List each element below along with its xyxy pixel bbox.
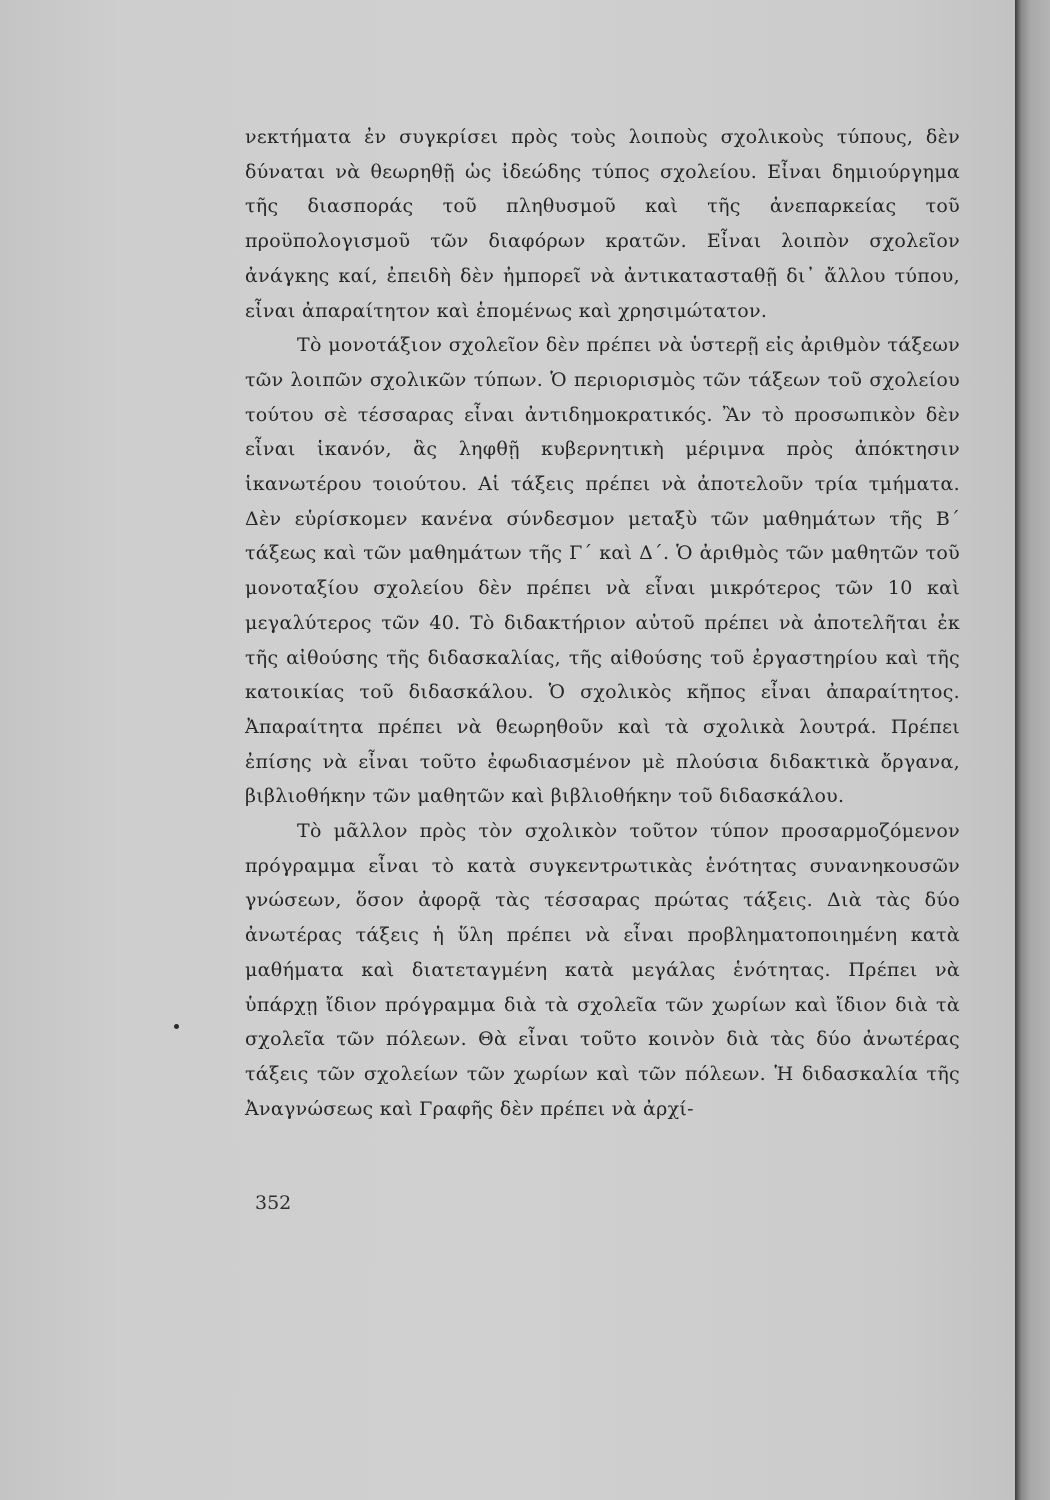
paragraph-continuation: νεκτήματα ἐν συγκρίσει πρὸς τοὺς λοιποὺς σχολικοὺς τύπους, δὲν δύναται νὰ θεωρηθῇ ὡς ἰδεώδης τύπος σχολείου. Εἶναι δημιούργημα τῆς διασποράς τοῦ πληθυσμοῦ καὶ τῆς ἀνεπαρκείας τοῦ προϋπολογισμοῦ τῶν διαφόρων κρατῶν. Εἶναι λοιπὸν σχολεῖον ἀνάγκης καί, ἐπειδὴ δὲν ἠμπορεῖ νὰ ἀντικατασταθῇ δι᾽ ἄλλου τύπου, εἶναι ἀπαραίτητον καὶ ἑπομένως καὶ χρησιμώτατον.	[245, 126, 960, 322]
paragraph-programme: Τὸ μᾶλλον πρὸς τὸν σχολικὸν τοῦτον τύπον προσαρμοζόμενον πρόγραμμα εἶναι τὸ κατὰ συγκεντρωτικὰς ἑνότητας συνανηκουσῶν γνώσεων, ὅσον ἀφορᾷ τὰς τέσσαρας πρώτας τάξεις. Διὰ τὰς δύο ἀνωτέρας τάξεις ἡ ὕλη πρέπει νὰ εἶναι προβληματοποιημένη κατὰ μαθήματα καὶ διατεταγμένη κατὰ μεγάλας ἑνότητας. Πρέπει νὰ ὑπάρχῃ ἴδιον πρόγραμμα διὰ τὰ σχολεῖα τῶν χωρίων καὶ ἴδιον διὰ τὰ σχολεῖα τῶν πόλεων. Θὰ εἶναι τοῦτο κοινὸν διὰ τὰς δύο ἀνωτέρας τάξεις τῶν σχολείων τῶν χωρίων καὶ τῶν πόλεων. Ἡ διδασκαλία τῆς Ἀναγνώσεως καὶ Γραφῆς δὲν πρέπει νὰ ἀρχί-	[245, 820, 960, 1120]
paragraph-monotaxion: Τὸ μονοτάξιον σχολεῖον δὲν πρέπει νὰ ὑστερῇ εἰς ἀριθμὸν τάξεων τῶν λοιπῶν σχολικῶν τύπων. Ὁ περιορισμὸς τῶν τάξεων τοῦ σχολείου τούτου σὲ τέσσαρας εἶναι ἀντιδημοκρατικός. Ἂν τὸ προσωπικὸν δὲν εἶναι ἱκανόν, ἂς ληφθῇ κυβερνητικὴ μέριμνα πρὸς ἀπόκτησιν ἱκανωτέρου τοιούτου. Αἱ τάξεις πρέπει νὰ ἀποτελοῦν τρία τμήματα. Δὲν εὑρίσκομεν κανένα σύνδεσμον μεταξὺ τῶν μαθημάτων τῆς Β΄ τάξεως καὶ τῶν μαθημάτων τῆς Γ΄ καὶ Δ΄. Ὁ ἀριθμὸς τῶν μαθητῶν τοῦ μονοταξίου σχολείου δὲν πρέπει νὰ εἶναι μικρότερος τῶν 10 καὶ μεγαλύτερος τῶν 40. Τὸ διδακτήριον αὐτοῦ πρέπει νὰ ἀποτελῆται ἐκ τῆς αἰθούσης τῆς διδασκαλίας, τῆς αἰθούσης τοῦ ἐργαστηρίου καὶ τῆς κατοικίας τοῦ διδασκάλου. Ὁ σχολικὸς κῆπος εἶναι ἀπαραίτητος. Ἀπαραίτητα πρέπει νὰ θεωρηθοῦν καὶ τὰ σχολικὰ λουτρά. Πρέπει ἐπίσης νὰ εἶναι τοῦτο ἐφωδιασμένον μὲ πλούσια διδακτικὰ ὄργανα, βιβλιοθήκην τῶν μαθητῶν καὶ βιβλιοθήκην τοῦ διδασκάλου.	[245, 334, 960, 808]
body-text	[245, 120, 960, 1126]
binding-shadow	[1015, 0, 1050, 1500]
ink-speck	[174, 1024, 179, 1029]
page-number: 352	[255, 1192, 292, 1214]
